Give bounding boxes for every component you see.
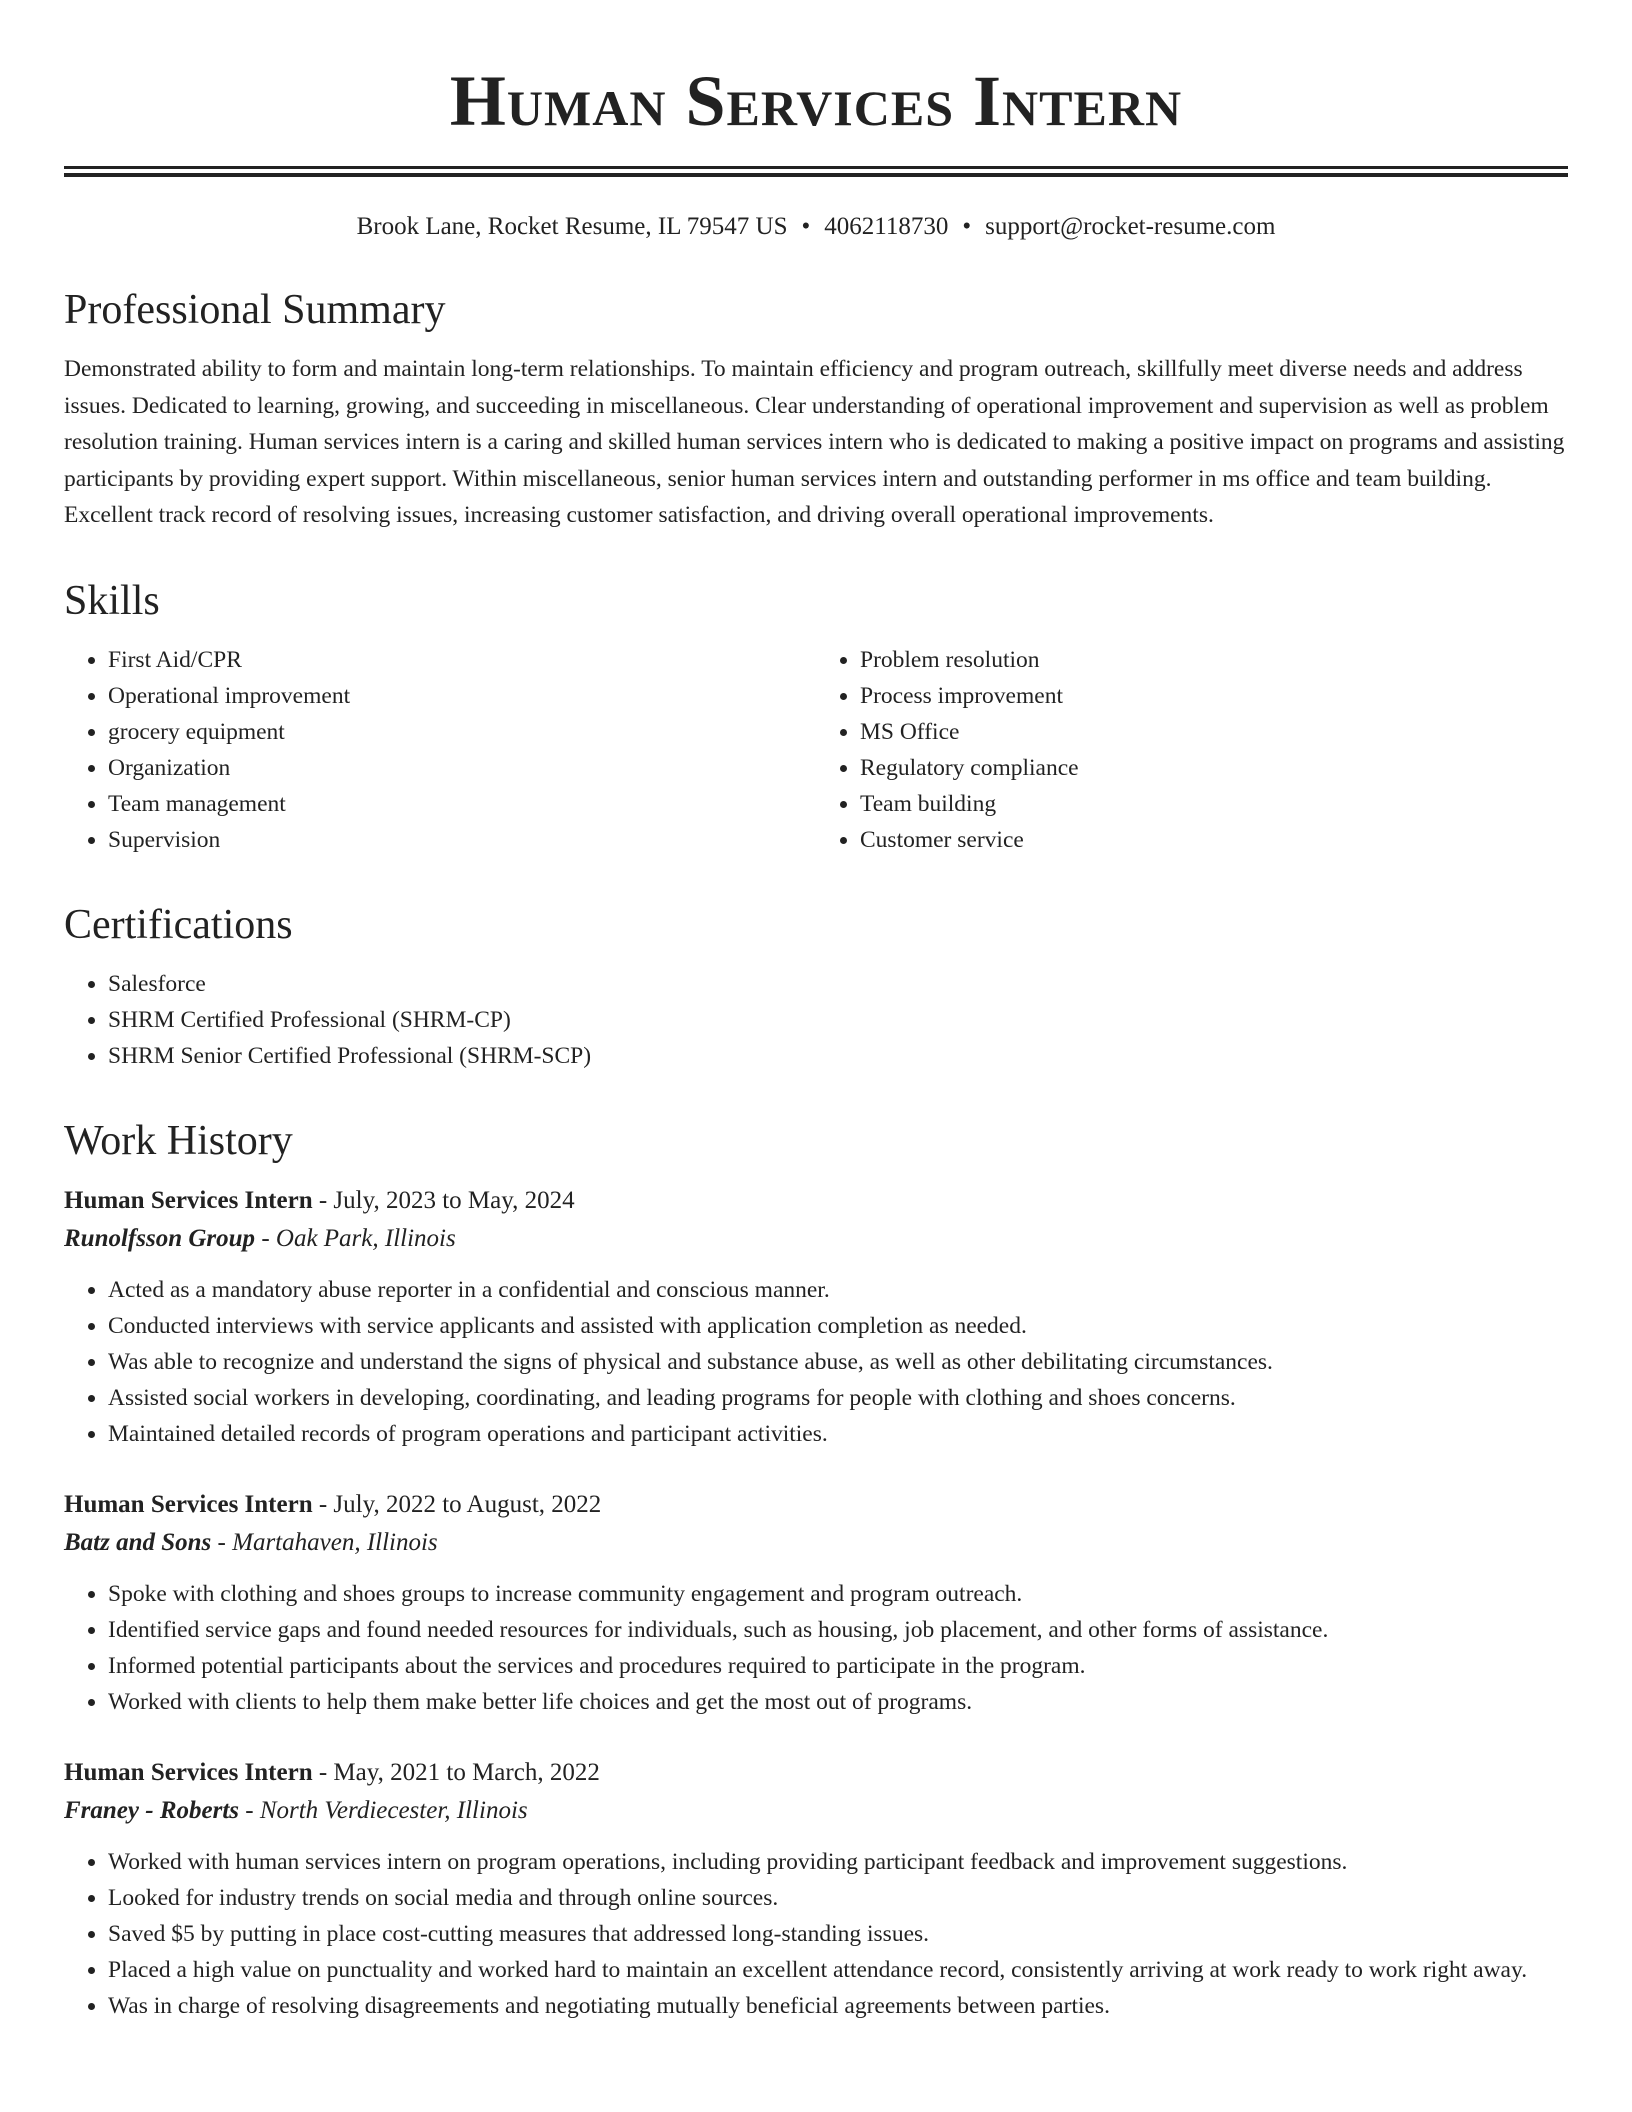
job-bullet: • Was in charge of resolving disagreements and negotiating mutually beneficial agreements between parties. bbox=[108, 1988, 1568, 2024]
skill-item: • Process improvement bbox=[860, 678, 1568, 714]
company-line bbox=[64, 1220, 1568, 1258]
job-bullet: • Spoke with clothing and shoes groups to increase community engagement and program outreach. bbox=[108, 1576, 1568, 1612]
professional-summary-section bbox=[64, 285, 1568, 534]
skill-item: • Problem resolution bbox=[860, 642, 1568, 678]
job-bullet: • Assisted social workers in developing, coordinating, and leading programs for people with clothing and shoes concerns. bbox=[108, 1380, 1568, 1416]
skills-section bbox=[64, 576, 1568, 858]
company-location: - Oak Park, Illinois bbox=[255, 1224, 456, 1252]
skill-item: • MS Office bbox=[860, 714, 1568, 750]
contact-phone: 4062118730 bbox=[824, 213, 949, 240]
certifications-section bbox=[64, 900, 1568, 1074]
section-heading-summary: Professional Summary bbox=[64, 287, 446, 333]
job-bullet: • Informed potential participants about the services and procedures required to participate in the program. bbox=[108, 1648, 1568, 1684]
job-bullet: • Worked with human services intern on program operations, including providing participant feedback and improvement suggestions. bbox=[108, 1844, 1568, 1880]
certification-item: • Salesforce bbox=[108, 966, 1568, 1002]
job-bullet: • Acted as a mandatory abuse reporter in a confidential and conscious manner. bbox=[108, 1272, 1568, 1308]
section-heading-work-history: Work History bbox=[64, 1117, 293, 1164]
job-title: Human Services Intern bbox=[64, 1758, 313, 1786]
skill-item: • grocery equipment bbox=[108, 714, 816, 750]
title-divider bbox=[64, 166, 1568, 177]
job-title: Human Services Intern bbox=[64, 1186, 313, 1214]
section-heading-certifications: Certifications bbox=[64, 901, 293, 948]
skill-item: • Team management bbox=[108, 786, 816, 822]
summary-text: Demonstrated ability to form and maintain long-term relationships. To maintain efficiency and program outreach, skillfully meet diverse needs and address issues. Dedicated to learning, growing, and succeeding in miscellaneous. Clear understanding of operational improvement and supervision as well as problem resolution training. Human services intern is a caring and skilled human services intern who is dedicated to making a positive impact on programs and assisting participants by providing expert support. Within miscellaneous, senior human services intern and outstanding performer in ms office and team building. Excellent track record of resolving issues, increasing customer satisfaction, and driving overall operational improvements. bbox=[64, 356, 1565, 528]
job-title: Human Services Intern bbox=[64, 1490, 313, 1518]
contact-email: support@rocket-resume.com bbox=[985, 213, 1276, 240]
job-bullet: • Maintained detailed records of program operations and participant activities. bbox=[108, 1416, 1568, 1452]
company-name: Batz and Sons bbox=[64, 1528, 212, 1556]
company-location: - North Verdiecester, Illinois bbox=[239, 1796, 528, 1824]
company-line bbox=[64, 1524, 1568, 1562]
contact-line bbox=[64, 211, 1568, 243]
job-entry bbox=[64, 1754, 1568, 2024]
certification-item: • SHRM Senior Certified Professional (SHRM-SCP) bbox=[108, 1038, 1568, 1074]
job-title-line bbox=[64, 1486, 1568, 1524]
certification-item: • SHRM Certified Professional (SHRM-CP) bbox=[108, 1002, 1568, 1038]
job-bullets bbox=[64, 1576, 1568, 1720]
section-heading-skills: Skills bbox=[64, 577, 160, 624]
skill-item: • Team building bbox=[860, 786, 1568, 822]
job-bullet: • Placed a high value on punctuality and worked hard to maintain an excellent attendance record, consistently arriving at work ready to work right away. bbox=[108, 1952, 1568, 1988]
company-name: Franey - Roberts bbox=[64, 1796, 239, 1824]
job-bullet: • Worked with clients to help them make better life choices and get the most out of programs. bbox=[108, 1684, 1568, 1720]
work-history-section bbox=[64, 1116, 1568, 2024]
company-line bbox=[64, 1792, 1568, 1830]
skills-list-right bbox=[816, 642, 1568, 858]
job-title-line bbox=[64, 1182, 1568, 1220]
skills-grid bbox=[64, 642, 1568, 858]
company-name: Runolfsson Group bbox=[64, 1224, 256, 1252]
certifications-list bbox=[64, 966, 1568, 1074]
job-bullet: • Looked for industry trends on social media and through online sources. bbox=[108, 1880, 1568, 1916]
contact-address: Brook Lane, Rocket Resume, IL 79547 US bbox=[356, 213, 788, 240]
job-dates: - May, 2021 to March, 2022 bbox=[312, 1758, 600, 1786]
skill-item: • Customer service bbox=[860, 822, 1568, 858]
skill-item: • Operational improvement bbox=[108, 678, 816, 714]
job-entry bbox=[64, 1486, 1568, 1720]
job-bullet: • Conducted interviews with service applicants and assisted with application completion as needed. bbox=[108, 1308, 1568, 1344]
skill-item: • Regulatory compliance bbox=[860, 750, 1568, 786]
contact-separator: • bbox=[801, 213, 811, 240]
skill-item: • Organization bbox=[108, 750, 816, 786]
job-dates: - July, 2022 to August, 2022 bbox=[312, 1490, 602, 1518]
job-bullets bbox=[64, 1844, 1568, 2024]
job-bullet: • Saved $5 by putting in place cost-cutting measures that addressed long-standing issues. bbox=[108, 1916, 1568, 1952]
company-location: - Martahaven, Illinois bbox=[211, 1528, 438, 1556]
job-dates: - July, 2023 to May, 2024 bbox=[312, 1186, 575, 1214]
job-bullets bbox=[64, 1272, 1568, 1452]
skill-item: • Supervision bbox=[108, 822, 816, 858]
skills-list-left bbox=[64, 642, 816, 858]
job-title-line bbox=[64, 1754, 1568, 1792]
resume-title: Human Services Intern bbox=[449, 61, 1183, 141]
skill-item: • First Aid/CPR bbox=[108, 642, 816, 678]
job-entry bbox=[64, 1182, 1568, 1452]
job-bullet: • Was able to recognize and understand the signs of physical and substance abuse, as well as other debilitating circumstances. bbox=[108, 1344, 1568, 1380]
contact-separator: • bbox=[962, 213, 972, 240]
job-bullet: • Identified service gaps and found needed resources for individuals, such as housing, job placement, and other forms of assistance. bbox=[108, 1612, 1568, 1648]
